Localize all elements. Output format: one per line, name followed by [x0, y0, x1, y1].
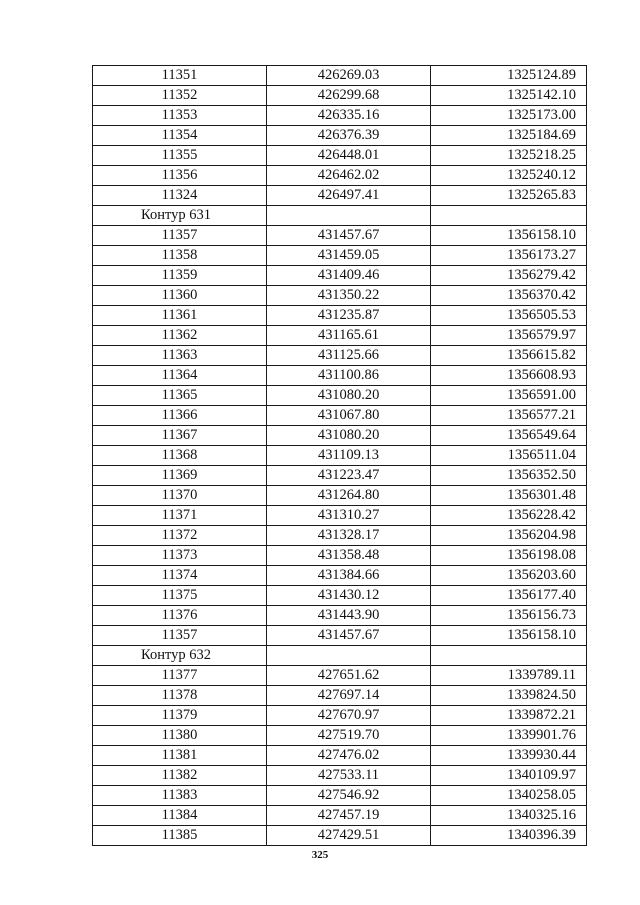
point-id-cell: 11355: [93, 146, 267, 166]
point-id-cell: 11374: [93, 566, 267, 586]
point-id-cell: 11376: [93, 606, 267, 626]
x-coordinate-cell: 431235.87: [267, 306, 431, 326]
point-id-cell: 11382: [93, 766, 267, 786]
point-id-cell: 11369: [93, 466, 267, 486]
y-coordinate-cell: 1356608.93: [431, 366, 587, 386]
point-id-cell: 11356: [93, 166, 267, 186]
y-coordinate-cell: 1356301.48: [431, 486, 587, 506]
table-row: [93, 586, 587, 606]
table-row: [93, 366, 587, 386]
y-coordinate-cell: 1340396.39: [431, 826, 587, 846]
x-coordinate-cell: 431080.20: [267, 386, 431, 406]
point-id-cell: 11380: [93, 726, 267, 746]
y-coordinate-cell: 1325142.10: [431, 86, 587, 106]
contour-label: Контур 632: [93, 646, 267, 666]
table-row: [93, 466, 587, 486]
y-coordinate-cell: 1356577.21: [431, 406, 587, 426]
point-id-cell: 11383: [93, 786, 267, 806]
y-coordinate-cell: 1339901.76: [431, 726, 587, 746]
x-coordinate-cell: 427429.51: [267, 826, 431, 846]
contour-empty-cell-y: [431, 206, 587, 226]
point-id-cell: 11373: [93, 546, 267, 566]
y-coordinate-cell: 1356173.27: [431, 246, 587, 266]
contour-label: Контур 631: [93, 206, 267, 226]
table-row: [93, 666, 587, 686]
y-coordinate-cell: 1356370.42: [431, 286, 587, 306]
point-id-cell: 11379: [93, 706, 267, 726]
table-row: [93, 306, 587, 326]
coordinates-sheet: [92, 65, 575, 846]
table-row: [93, 106, 587, 126]
y-coordinate-cell: 1356156.73: [431, 606, 587, 626]
table-row: [93, 566, 587, 586]
table-row: [93, 126, 587, 146]
point-id-cell: 11368: [93, 446, 267, 466]
y-coordinate-cell: 1356505.53: [431, 306, 587, 326]
table-row: [93, 446, 587, 466]
table-row: [93, 626, 587, 646]
x-coordinate-cell: 427519.70: [267, 726, 431, 746]
table-row: [93, 146, 587, 166]
y-coordinate-cell: 1356511.04: [431, 446, 587, 466]
y-coordinate-cell: 1325218.25: [431, 146, 587, 166]
table-row: [93, 606, 587, 626]
point-id-cell: 11353: [93, 106, 267, 126]
y-coordinate-cell: 1356158.10: [431, 626, 587, 646]
contour-empty-cell-y: [431, 646, 587, 666]
point-id-cell: 11351: [93, 66, 267, 86]
table-row: [93, 186, 587, 206]
x-coordinate-cell: 427533.11: [267, 766, 431, 786]
x-coordinate-cell: 431100.86: [267, 366, 431, 386]
contour-empty-cell-x: [267, 206, 431, 226]
y-coordinate-cell: 1356158.10: [431, 226, 587, 246]
table-row: [93, 66, 587, 86]
table-row: [93, 286, 587, 306]
y-coordinate-cell: 1325184.69: [431, 126, 587, 146]
y-coordinate-cell: 1356615.82: [431, 346, 587, 366]
table-row: [93, 386, 587, 406]
y-coordinate-cell: 1340109.97: [431, 766, 587, 786]
point-id-cell: 11324: [93, 186, 267, 206]
table-row: [93, 806, 587, 826]
x-coordinate-cell: 427476.02: [267, 746, 431, 766]
table-row: [93, 766, 587, 786]
point-id-cell: 11358: [93, 246, 267, 266]
x-coordinate-cell: 427546.92: [267, 786, 431, 806]
point-id-cell: 11385: [93, 826, 267, 846]
point-id-cell: 11354: [93, 126, 267, 146]
table-row: [93, 726, 587, 746]
point-id-cell: 11362: [93, 326, 267, 346]
point-id-cell: 11366: [93, 406, 267, 426]
x-coordinate-cell: 426448.01: [267, 146, 431, 166]
x-coordinate-cell: 431328.17: [267, 526, 431, 546]
point-id-cell: 11359: [93, 266, 267, 286]
y-coordinate-cell: 1356228.42: [431, 506, 587, 526]
y-coordinate-cell: 1325265.83: [431, 186, 587, 206]
x-coordinate-cell: 426335.16: [267, 106, 431, 126]
x-coordinate-cell: 431264.80: [267, 486, 431, 506]
x-coordinate-cell: 427457.19: [267, 806, 431, 826]
y-coordinate-cell: 1339789.11: [431, 666, 587, 686]
x-coordinate-cell: 431350.22: [267, 286, 431, 306]
table-row: [93, 166, 587, 186]
x-coordinate-cell: 427697.14: [267, 686, 431, 706]
x-coordinate-cell: 431109.13: [267, 446, 431, 466]
x-coordinate-cell: 431443.90: [267, 606, 431, 626]
contour-empty-cell-x: [267, 646, 431, 666]
table-row: [93, 426, 587, 446]
x-coordinate-cell: 426299.68: [267, 86, 431, 106]
y-coordinate-cell: 1325173.00: [431, 106, 587, 126]
x-coordinate-cell: 427651.62: [267, 666, 431, 686]
y-coordinate-cell: 1356198.08: [431, 546, 587, 566]
table-row: [93, 346, 587, 366]
y-coordinate-cell: 1339930.44: [431, 746, 587, 766]
x-coordinate-cell: 431080.20: [267, 426, 431, 446]
x-coordinate-cell: 431459.05: [267, 246, 431, 266]
table-row: [93, 406, 587, 426]
table-row: [93, 686, 587, 706]
point-id-cell: 11363: [93, 346, 267, 366]
y-coordinate-cell: 1339824.50: [431, 686, 587, 706]
x-coordinate-cell: 426269.03: [267, 66, 431, 86]
y-coordinate-cell: 1325240.12: [431, 166, 587, 186]
table-row: [93, 486, 587, 506]
y-coordinate-cell: 1356579.97: [431, 326, 587, 346]
x-coordinate-cell: 431223.47: [267, 466, 431, 486]
x-coordinate-cell: 427670.97: [267, 706, 431, 726]
point-id-cell: 11378: [93, 686, 267, 706]
point-id-cell: 11377: [93, 666, 267, 686]
table-row: [93, 326, 587, 346]
x-coordinate-cell: 431310.27: [267, 506, 431, 526]
y-coordinate-cell: 1356204.98: [431, 526, 587, 546]
y-coordinate-cell: 1325124.89: [431, 66, 587, 86]
x-coordinate-cell: 431430.12: [267, 586, 431, 606]
point-id-cell: 11370: [93, 486, 267, 506]
contour-header-row: [93, 646, 587, 666]
x-coordinate-cell: 431384.66: [267, 566, 431, 586]
x-coordinate-cell: 426376.39: [267, 126, 431, 146]
y-coordinate-cell: 1356549.64: [431, 426, 587, 446]
y-coordinate-cell: 1356591.00: [431, 386, 587, 406]
x-coordinate-cell: 431125.66: [267, 346, 431, 366]
point-id-cell: 11372: [93, 526, 267, 546]
y-coordinate-cell: 1356352.50: [431, 466, 587, 486]
contour-header-row: [93, 206, 587, 226]
table-row: [93, 86, 587, 106]
page-number: 325: [311, 849, 329, 861]
x-coordinate-cell: 431457.67: [267, 226, 431, 246]
point-id-cell: 11352: [93, 86, 267, 106]
point-id-cell: 11361: [93, 306, 267, 326]
table-row: [93, 526, 587, 546]
point-id-cell: 11381: [93, 746, 267, 766]
point-id-cell: 11371: [93, 506, 267, 526]
table-row: [93, 706, 587, 726]
y-coordinate-cell: 1356177.40: [431, 586, 587, 606]
x-coordinate-cell: 431067.80: [267, 406, 431, 426]
point-id-cell: 11375: [93, 586, 267, 606]
x-coordinate-cell: 426497.41: [267, 186, 431, 206]
table-row: [93, 506, 587, 526]
x-coordinate-cell: 431457.67: [267, 626, 431, 646]
x-coordinate-cell: 431165.61: [267, 326, 431, 346]
table-row: [93, 266, 587, 286]
point-id-cell: 11364: [93, 366, 267, 386]
table-row: [93, 246, 587, 266]
point-id-cell: 11365: [93, 386, 267, 406]
coordinates-table: [92, 65, 587, 846]
x-coordinate-cell: 431409.46: [267, 266, 431, 286]
y-coordinate-cell: 1340258.05: [431, 786, 587, 806]
table-row: [93, 226, 587, 246]
table-row: [93, 546, 587, 566]
point-id-cell: 11360: [93, 286, 267, 306]
point-id-cell: 11357: [93, 626, 267, 646]
x-coordinate-cell: 431358.48: [267, 546, 431, 566]
table-row: [93, 746, 587, 766]
y-coordinate-cell: 1356279.42: [431, 266, 587, 286]
point-id-cell: 11357: [93, 226, 267, 246]
point-id-cell: 11367: [93, 426, 267, 446]
table-row: [93, 826, 587, 846]
y-coordinate-cell: 1340325.16: [431, 806, 587, 826]
point-id-cell: 11384: [93, 806, 267, 826]
table-row: [93, 786, 587, 806]
y-coordinate-cell: 1356203.60: [431, 566, 587, 586]
x-coordinate-cell: 426462.02: [267, 166, 431, 186]
y-coordinate-cell: 1339872.21: [431, 706, 587, 726]
